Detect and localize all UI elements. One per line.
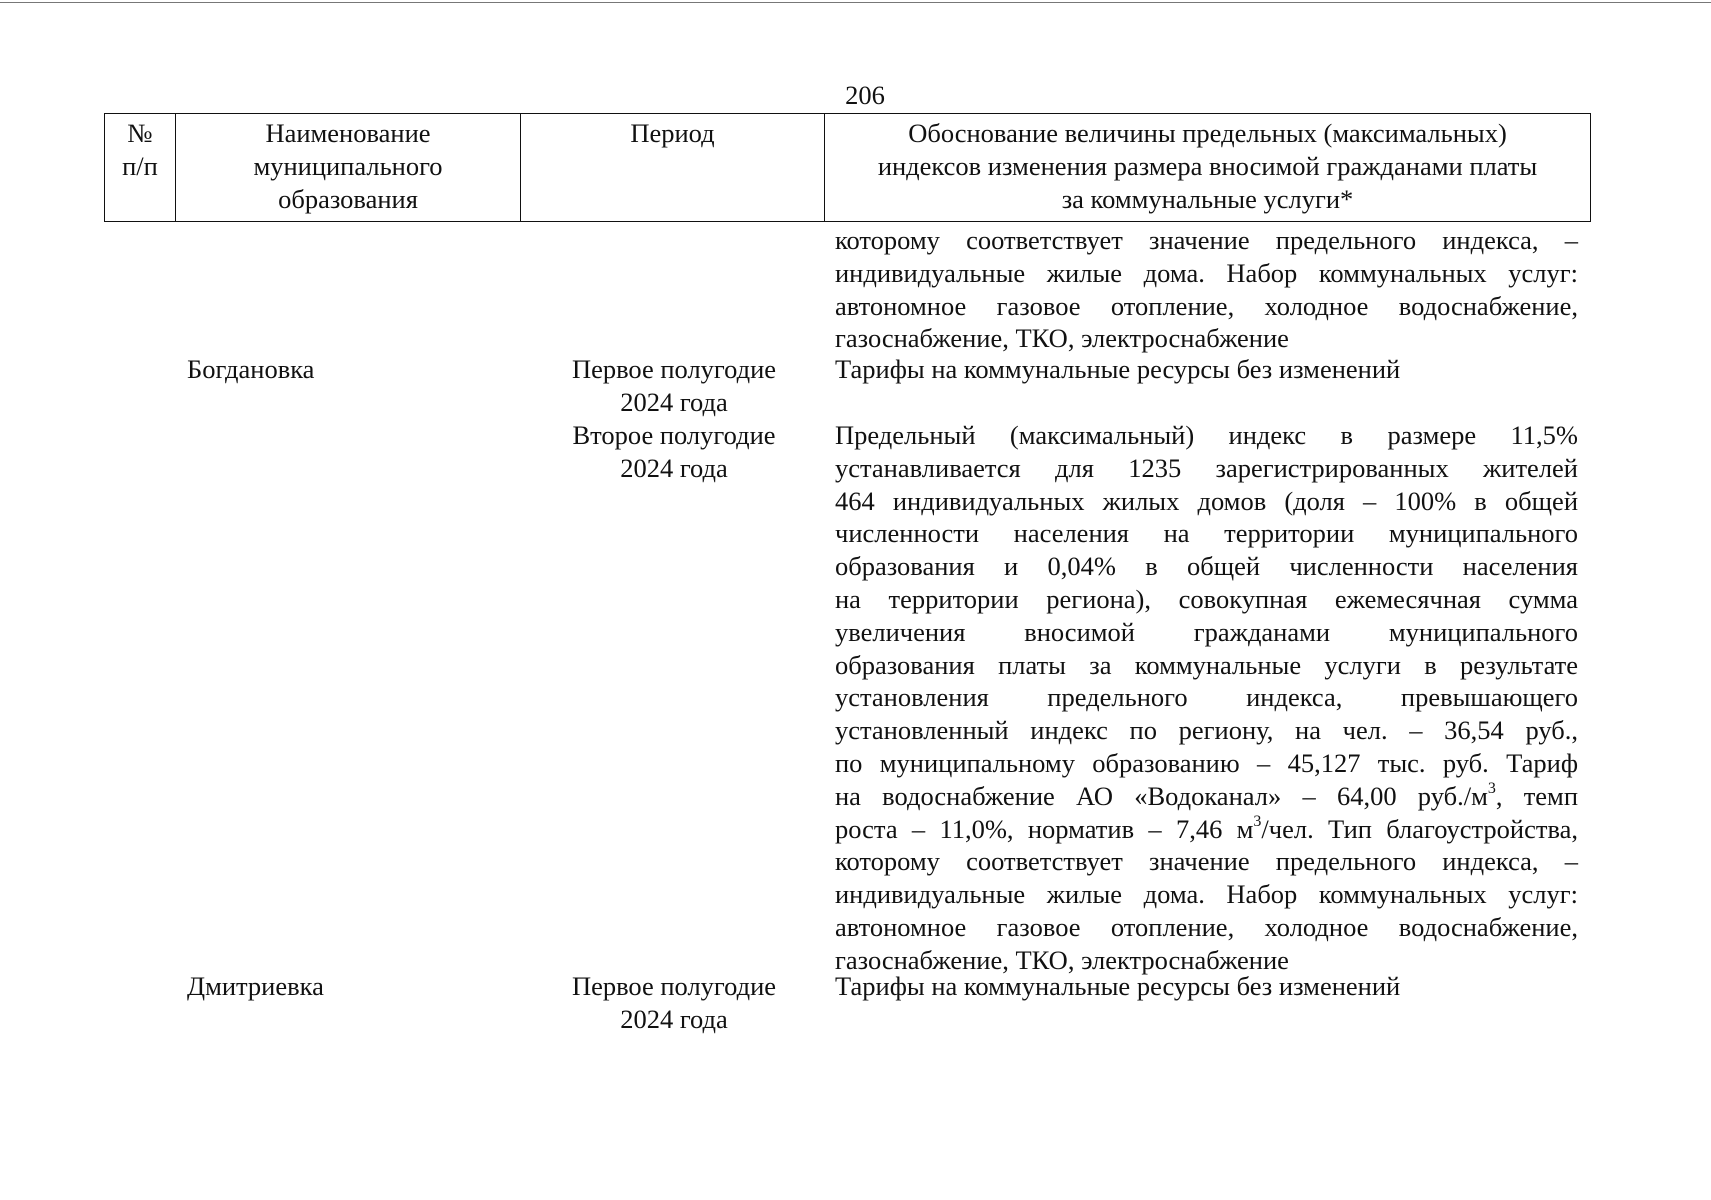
text-line: Тарифы на коммунальные ресурсы без изменений: [835, 354, 1401, 384]
text-line: Предельный (максимальный) индекс в размере 11,5%: [835, 420, 1578, 450]
top-scan-rule: [0, 2, 1711, 3]
page-number: 206: [845, 80, 885, 110]
header-name-line-1: Наименование: [265, 118, 431, 148]
row-period-second-half: [522, 419, 826, 485]
header-name-line-3: образования: [278, 184, 418, 214]
text-fragment: , темп: [1495, 780, 1578, 811]
row-period-first-half: [522, 970, 826, 1036]
row-name-bogdanovka: Богдановка: [187, 354, 315, 384]
text-line: устанавливается для 1235 зарегистрированных жителей: [835, 452, 1578, 483]
period-line: Первое полугодие: [571, 971, 777, 1001]
continuation-line: газоснабжение, ТКО, электроснабжение: [835, 323, 1289, 354]
continuation-line: автономное газовое отопление, холодное водоснабжение,: [835, 290, 1578, 321]
text-line: увеличения вносимой гражданами муниципального: [835, 616, 1578, 647]
text-line: индивидуальные жилые дома. Набор коммунальных услуг:: [835, 879, 1578, 910]
superscript: 3: [1253, 812, 1262, 830]
period-line: Первое полугодие: [571, 354, 777, 384]
continuation-text: [835, 224, 1578, 355]
header-number-line-1: №: [127, 118, 153, 148]
text-line: которому соответствует значение предельного индекса, –: [835, 846, 1578, 877]
text-fragment: роста – 11,0%, норматив – 7,46 м: [835, 813, 1254, 844]
period-line: 2024 года: [620, 1004, 728, 1034]
header-cell-number: [105, 114, 176, 221]
header-reason-line-2: индексов изменения размера вносимой гражданами платы: [877, 151, 1538, 181]
text-line: газоснабжение, ТКО, электроснабжение: [835, 944, 1289, 975]
table-header: [104, 113, 1591, 222]
header-period-line-1: Период: [630, 118, 715, 148]
text-line: образования и 0,04% в общей численности населения: [835, 551, 1578, 582]
text-line: по муниципальному образованию – 45,127 тыс. руб. Тариф: [835, 747, 1578, 778]
text-line: на территории региона), совокупная ежемесячная сумма: [835, 583, 1578, 614]
text-line: 464 индивидуальных жилых домов (доля – 100% в общей: [835, 485, 1578, 516]
row-text-tariffs-unchanged: [835, 353, 1578, 386]
header-reason-line-1: Обоснование величины предельных (максимальных): [908, 118, 1507, 148]
text-line: установления предельного индекса, превышающего: [835, 682, 1578, 713]
text-line: Тарифы на коммунальные ресурсы без изменений: [835, 971, 1401, 1001]
row-text-index-justification: [835, 419, 1578, 977]
period-line: Второе полугодие: [572, 420, 776, 450]
period-line: 2024 года: [620, 453, 728, 483]
text-fragment: на водоснабжение АО «Водоканал» – 64,00 руб./м: [835, 780, 1488, 811]
text-line: установленный индекс по региону, на чел. – 36,54 руб.,: [835, 715, 1578, 746]
row-name-dmitrievka: Дмитриевка: [187, 971, 324, 1001]
header-cell-period: [521, 114, 825, 221]
continuation-line: индивидуальные жилые дома. Набор коммунальных услуг:: [835, 257, 1578, 288]
text-line: автономное газовое отопление, холодное водоснабжение,: [835, 911, 1578, 942]
text-line: образования платы за коммунальные услуги в результате: [835, 649, 1578, 680]
text-line-with-superscript: [835, 813, 1578, 846]
period-line: 2024 года: [620, 387, 728, 417]
header-number-line-2: п/п: [122, 151, 158, 181]
text-fragment: /чел. Тип благоустройства,: [1261, 813, 1578, 844]
text-line-with-superscript: [835, 780, 1578, 813]
row-period-first-half: [522, 353, 826, 419]
text-line: численности населения на территории муниципального: [835, 518, 1578, 549]
row-text-tariffs-unchanged: [835, 970, 1578, 1003]
continuation-line: которому соответствует значение предельного индекса, –: [835, 225, 1578, 255]
header-cell-reason: [825, 114, 1590, 221]
header-reason-line-3: за коммунальные услуги*: [1061, 184, 1354, 214]
header-name-line-2: муниципального: [253, 151, 443, 181]
header-cell-name: [176, 114, 521, 221]
superscript: 3: [1487, 779, 1496, 797]
